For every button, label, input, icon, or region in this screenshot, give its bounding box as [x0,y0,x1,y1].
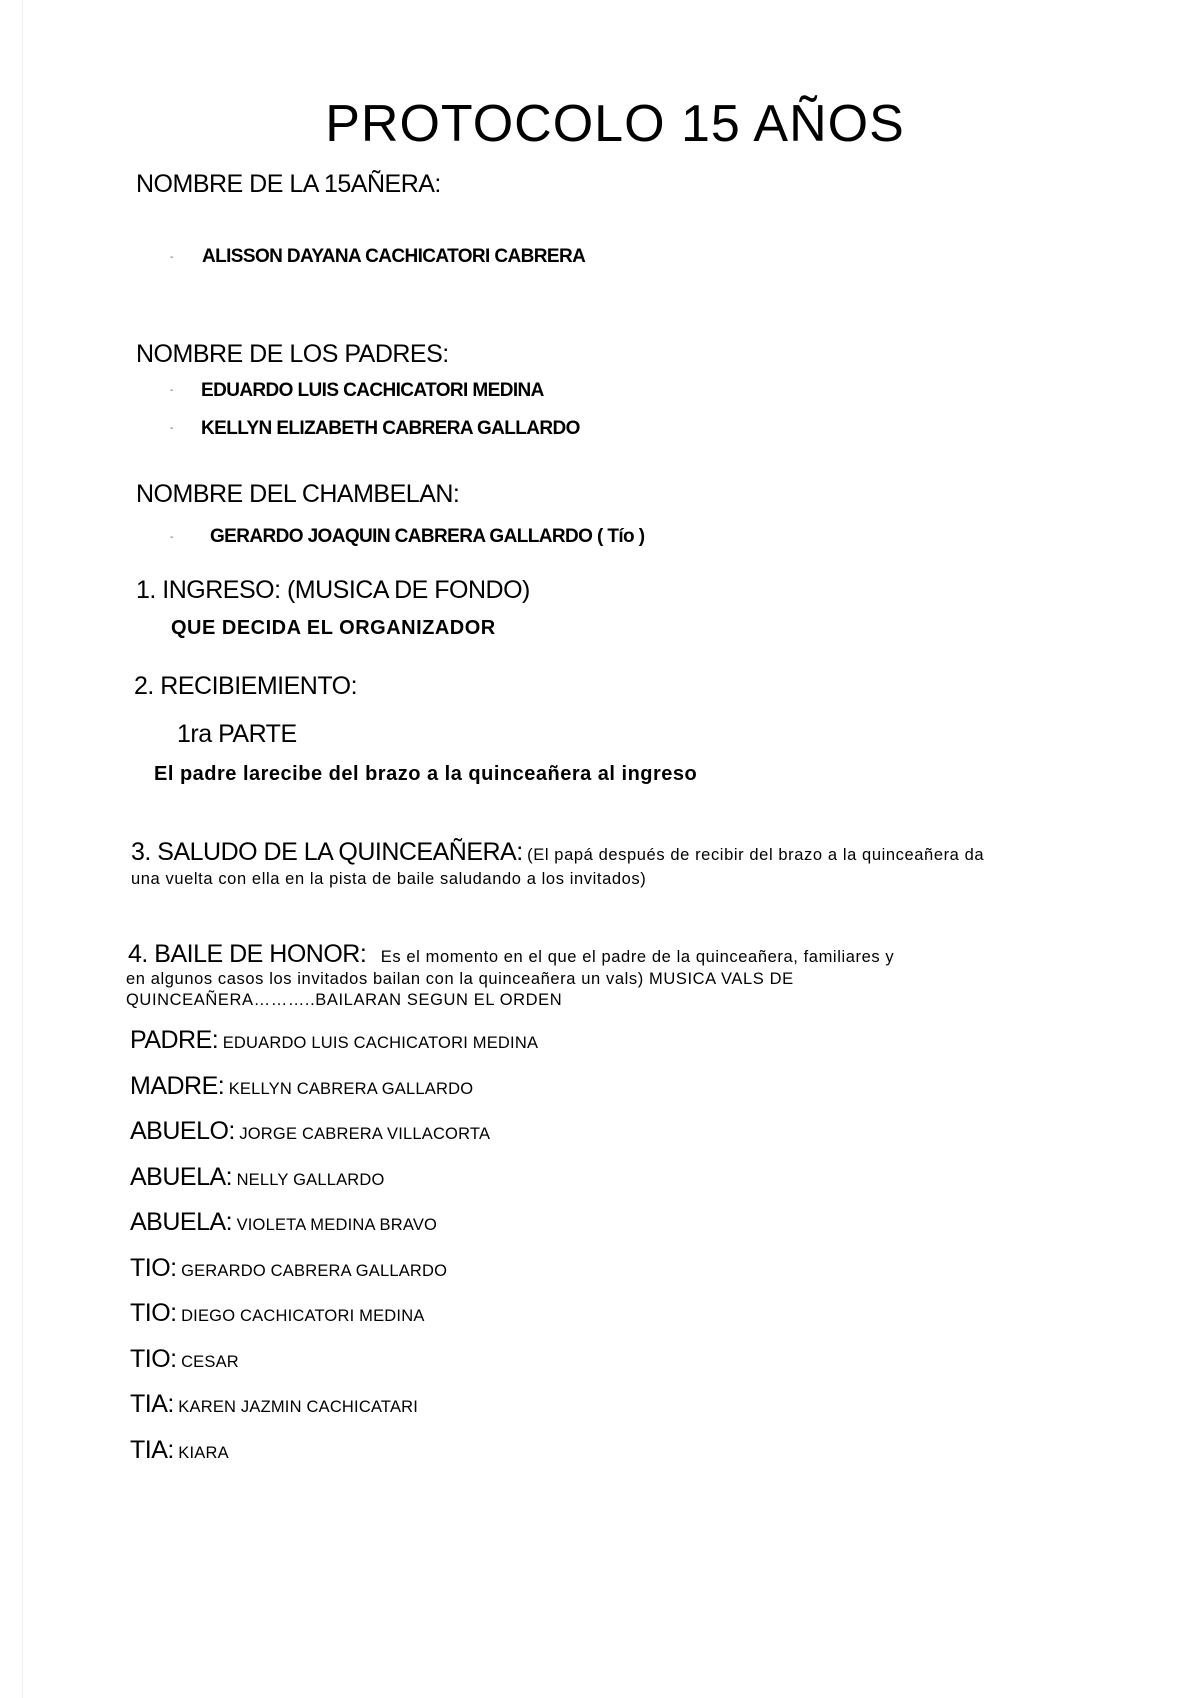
dance-role: MADRE: [130,1072,225,1100]
quinceanera-heading: NOMBRE DE LA 15AÑERA: [136,170,441,198]
dance-role: TIO: [130,1254,177,1282]
bullet-mark: - [170,385,174,396]
dance-name: CESAR [181,1353,239,1371]
dance-name: JORGE CABRERA VILLACORTA [239,1125,491,1143]
parent-name-father: EDUARDO LUIS CACHICATORI MEDINA [201,380,544,401]
dance-role: ABUELA: [130,1208,233,1236]
parent-name-mother: KELLYN ELIZABETH CABRERA GALLARDO [201,418,580,439]
section2-text: El padre larecibe del brazo a la quinceañera al ingreso [154,763,698,785]
quinceanera-name: ALISSON DAYANA CACHICATORI CABRERA [202,246,586,267]
section4-text-line2: en algunos casos los invitados bailan con la quinceañera un vals) MUSICA VALS DE [126,970,794,988]
section2-part: 1ra PARTE [177,720,297,748]
dance-row-tia-2 [130,1436,229,1465]
dance-row-tio-3 [130,1345,239,1374]
section1-text: QUE DECIDA EL ORGANIZADOR [171,617,496,639]
dance-row-padre [130,1026,538,1055]
dance-name: DIEGO CACHICATORI MEDINA [181,1307,425,1325]
section4-heading: 4. BAILE DE HONOR: [128,940,367,968]
section1-heading: 1. INGRESO: (MUSICA DE FONDO) [136,576,530,604]
dance-role: TIO: [130,1299,177,1327]
dance-name: KELLYN CABRERA GALLARDO [228,1080,474,1098]
chambelan-heading: NOMBRE DEL CHAMBELAN: [136,480,460,508]
dance-name: KAREN JAZMIN CACHICATARI [178,1398,419,1416]
section4-line1 [128,940,894,969]
dance-role: TIA: [130,1390,174,1418]
dance-name: VIOLETA MEDINA BRAVO [236,1216,438,1234]
section3-line1 [131,838,984,867]
dance-name: EDUARDO LUIS CACHICATORI MEDINA [222,1034,539,1052]
dance-role: TIO: [130,1345,177,1373]
dance-name: NELLY GALLARDO [236,1171,385,1189]
section4-text-line3: QUINCEAÑERA………..BAILARAN SEGUN EL ORDEN [126,991,563,1009]
dance-name: KIARA [178,1444,229,1462]
dance-name: GERARDO CABRERA GALLARDO [181,1262,448,1280]
dance-row-abuelo [130,1117,490,1146]
dance-role: ABUELO: [130,1117,235,1145]
dance-role: PADRE: [130,1026,219,1054]
section4-text-line1: Es el momento en el que el padre de la quinceañera, familiares y [380,948,895,966]
dance-role: TIA: [130,1436,174,1464]
dance-role: ABUELA: [130,1163,233,1191]
section3-heading: 3. SALUDO DE LA QUINCEAÑERA: [131,838,523,866]
page-edge [22,0,23,1698]
dance-row-tio-1 [130,1254,447,1283]
chambelan-name: GERARDO JOAQUIN CABRERA GALLARDO ( Tío ) [210,526,645,547]
section3-text-line2: una vuelta con ella en la pista de baile saludando a los invitados) [131,870,647,888]
parents-heading: NOMBRE DE LOS PADRES: [136,340,449,368]
bullet-mark: - [170,252,174,263]
dance-row-madre [130,1072,473,1101]
bullet-mark: - [170,423,174,434]
document-title: PROTOCOLO 15 AÑOS [325,95,905,153]
bullet-mark: - [170,532,174,543]
dance-row-abuela-1 [130,1163,385,1192]
dance-row-abuela-2 [130,1208,437,1237]
dance-row-tia-1 [130,1390,418,1419]
dance-row-tio-2 [130,1299,425,1328]
section3-text-line1: (El papá después de recibir del brazo a la quinceañera da [527,846,985,864]
section2-heading: 2. RECIBIEMIENTO: [134,672,358,700]
